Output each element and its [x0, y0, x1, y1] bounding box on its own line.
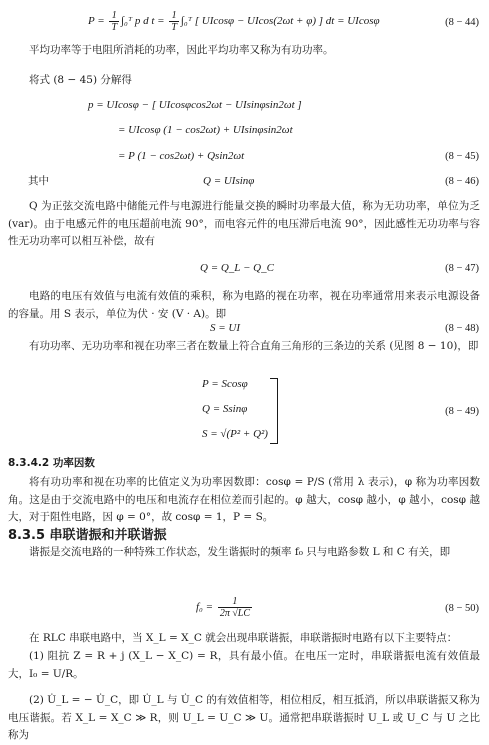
equation-number-8-44: (8 − 44) [445, 17, 479, 28]
paragraph-feature-1: (1) 阻抗 Z = R + j (X_L − X_C) = R，具有最小值。在电压一定时，串联谐振电流有效值最大，I₀ = U/R。 [8, 650, 480, 680]
frac-den-2: T [171, 22, 177, 33]
frac-num: 1 [109, 10, 119, 22]
equation-number-8-45: (8 − 45) [445, 151, 479, 162]
paragraph-power-triangle: 有功功率、无功功率和视在功率三者在数量上符合直角三角形的三条边的关系 (见图 8 − 10)，即 [29, 340, 479, 352]
equation-8-45-line-1: p = UIcosφ − [ UIcosφcos2ωt − UIsinφsin2ωt ] [88, 99, 302, 111]
equation-8-46: Q = UIsinφ [203, 175, 255, 187]
equation-number-8-46: (8 − 46) [445, 176, 479, 187]
eq50-denominator: 2π √LC [219, 608, 251, 619]
equation-number-8-49: (8 − 49) [445, 406, 479, 417]
equation-8-48: S = UI [210, 322, 241, 334]
equation-number-8-50: (8 − 50) [445, 603, 479, 614]
eq50-lhs: f₀ = [196, 601, 216, 614]
fraction-1-over-t-2 [169, 10, 179, 33]
equation-8-49-line-3: S = √(P² + Q²) [202, 428, 268, 440]
paragraph-resonance-intro: 谐振是交流电路的一种特殊工作状态，发生谐振时的频率 f₀ 只与电路参数 L 和 C 有关，即 [29, 546, 451, 558]
equation-8-44 [88, 10, 380, 33]
section-heading-power-factor: 8.3.4.2 功率因数 [8, 457, 95, 469]
eq50-numerator: 1 [218, 596, 252, 608]
paragraph-rlc-series: 在 RLC 串联电路中，当 X_L = X_C 就会出现串联谐振，串联谐振时电路有以下主要特点： [29, 632, 458, 644]
frac-num-2: 1 [169, 10, 179, 22]
frac-den: T [111, 22, 118, 33]
equation-8-49-line-2: Q = Ssinφ [202, 403, 248, 415]
paragraph-decompose: 将式 (8 − 45) 分解得 [29, 74, 132, 86]
paragraph-power-factor: 将有功功率和视在功率的比值定义为功率因数即：cosφ = P/S (常用 λ 表示)，φ 称为功率因数角。这是由于交流电路中的电压和电流存在相位差而引起的。φ 越大，cosφ 越小，φ 越小，cosφ 越大，对于阻性电路，因 φ = 0°，故 cosφ = 1，P = S。 [8, 476, 480, 523]
eq44-lhs: P = [88, 15, 108, 28]
eq44-integral-1: ∫₀ᵀ p d t = [121, 15, 168, 28]
fraction-resonant-frequency [218, 596, 252, 619]
paragraph-reactive-power: Q 为正弦交流电路中储能元件与电源进行能量交换的瞬时功率最大值，称为无功功率，单位为乏 (var)。由于电感元件的电压超前电流 90°，而电容元件的电压滞后电流 90°，因此感性无功功率与容性无功功率可以相互补偿，故有 [8, 200, 480, 247]
equation-8-49-line-1: P = Scosφ [202, 378, 248, 390]
equation-8-47: Q = Q_L − Q_C [200, 262, 274, 274]
equation-8-45-line-3: = P (1 − cos2ωt) + Qsin2ωt [118, 150, 245, 162]
equation-8-45-line-2: = UIcosφ (1 − cos2ωt) + UIsinφsin2ωt [118, 124, 293, 136]
equation-number-8-47: (8 − 47) [445, 263, 479, 274]
right-brace [270, 378, 278, 444]
fraction-1-over-t [109, 10, 119, 33]
label-where: 其中 [28, 175, 49, 187]
eq44-integral-2: ∫₀ᵀ [ UIcosφ − UIcos(2ωt + φ) ] dt = UIcosφ [180, 15, 380, 28]
paragraph-average-power: 平均功率等于电阻所消耗的功率，因此平均功率又称为有功功率。 [29, 44, 334, 56]
paragraph-feature-2: (2) U̇_L = − U̇_C，即 U̇_L 与 U̇_C 的有效值相等，相位相反，相互抵消，所以串联谐振又称为电压谐振。若 X_L = X_C ≫ R，则 U_L = U_C ≫ U。通常把串联谐振时 U_L 或 U_C 与 U 之比称为 [8, 694, 480, 741]
section-heading-resonance: 8.3.5 串联谐振和并联谐振 [8, 528, 167, 543]
paragraph-apparent-power: 电路的电压有效值与电流有效值的乘积，称为电路的视在功率，视在功率通常用来表示电源设备的容量。用 S 表示，单位为伏 · 安 (V · A)。即 [8, 290, 480, 320]
equation-8-50 [196, 596, 254, 619]
equation-number-8-48: (8 − 48) [445, 323, 479, 334]
